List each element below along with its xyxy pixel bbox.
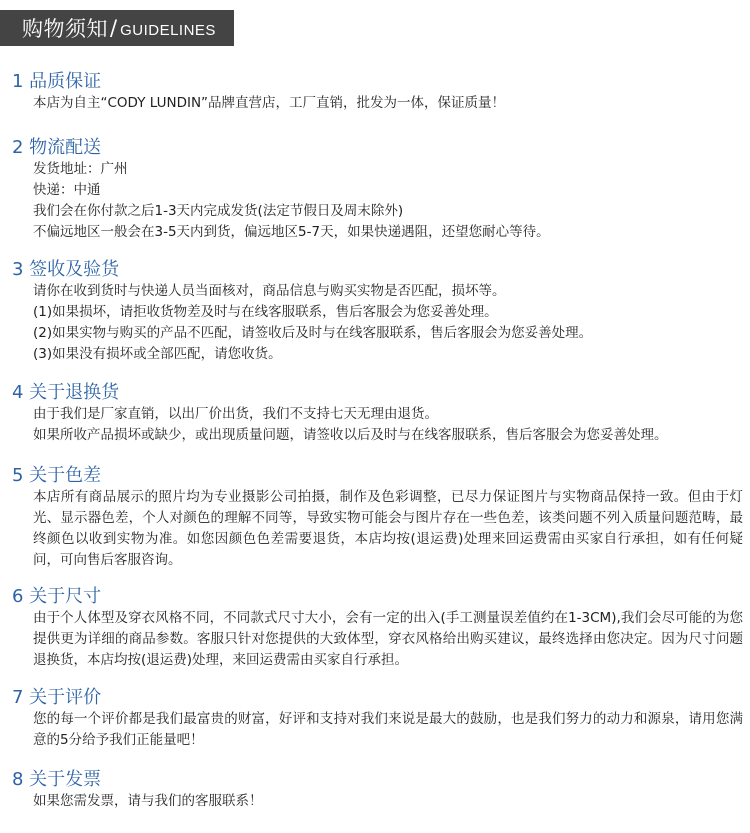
- section-title: 2 物流配送: [12, 137, 102, 158]
- section-line: 请你在收到货时与快递人员当面核对，商品信息与购买实物是否匹配，损坏等。: [33, 283, 506, 299]
- section-line: (2)如果实物与购买的产品不匹配，请签收后及时与在线客服联系，售后客服会为您妥善处理。: [33, 325, 593, 341]
- section-paragraph: 本店所有商品展示的照片均为专业摄影公司拍摄，制作及色彩调整，已尽力保证图片与实物商品保持一致。但由于灯光、显示器色差，个人对颜色的理解不同等，导致实物可能会与图片存在一些色差，该类问题不列入质量问题范畴，最终颜色以收到实物为准。如您因颜色色差需要退货，本店均按(退运费)处理来回运费需由买家自行承担，如有任何疑问，可向售后客服咨询。: [33, 489, 743, 568]
- section-line: 如果所收产品损坏或缺少，或出现质量问题，请签收以后及时与在线客服联系，售后客服会为您妥善处理。: [33, 427, 668, 443]
- section-body: [33, 93, 743, 114]
- section-body: [33, 487, 743, 571]
- section-line: 如果您需发票，请与我们的客服联系！: [33, 793, 263, 809]
- banner-title-en: GUIDELINES: [120, 21, 216, 39]
- section-title: 1 品质保证: [12, 71, 102, 92]
- section-body: [33, 404, 743, 446]
- section-paragraph: 您的每一个评价都是我们最富贵的财富，好评和支持对我们来说是最大的鼓励，也是我们努力的动力和源泉，请用您满意的5分给予我们正能量吧！: [33, 711, 743, 748]
- section-line: 由于我们是厂家直销，以出厂价出货，我们不支持七天无理由退货。: [33, 406, 438, 422]
- section-line: 我们会在你付款之后1-3天内完成发货(法定节假日及周末除外): [33, 203, 404, 219]
- section-line: 发货地址：广州: [33, 161, 128, 177]
- guidelines-banner: [0, 10, 234, 46]
- section-body: [33, 281, 743, 365]
- section-body: [33, 159, 743, 243]
- section-title: 3 签收及验货: [12, 259, 120, 280]
- section-body: [33, 791, 743, 812]
- section-title: 4 关于退换货: [12, 382, 120, 403]
- section-line: 不偏远地区一般会在3-5天内到货，偏远地区5-7天，如果快递遇阻，还望您耐心等待。: [33, 224, 550, 240]
- section-title: 8 关于发票: [12, 769, 102, 790]
- section-line: 本店为自主“CODY LUNDIN”品牌直营店，工厂直销，批发为一体，保证质量！: [33, 95, 506, 111]
- banner-title-zh: 购物须知: [22, 17, 108, 41]
- section-title: 5 关于色差: [12, 465, 102, 486]
- section-body: [33, 608, 743, 671]
- section-line: (1)如果损坏，请拒收货物差及时与在线客服联系，售后客服会为您妥善处理。: [33, 304, 498, 320]
- section-title: 6 关于尺寸: [12, 586, 102, 607]
- section-line: 快递：中通: [33, 182, 101, 198]
- banner-separator: /: [110, 16, 118, 40]
- section-paragraph: 由于个人体型及穿衣风格不同，不同款式尺寸大小，会有一定的出入(手工测量误差值约在1-3CM),我们会尽可能的为您提供更为详细的商品参数。客服只针对您提供的大致体型，穿衣风格给出购买建议，最终选择由您决定。因为尺寸问题退换货，本店均按(退运费)处理，来回运费需由买家自行承担。: [33, 610, 743, 668]
- section-title: 7 关于评价: [12, 687, 102, 708]
- section-line: (3)如果没有损坏或全部匹配，请您收货。: [33, 346, 282, 362]
- section-body: [33, 709, 743, 751]
